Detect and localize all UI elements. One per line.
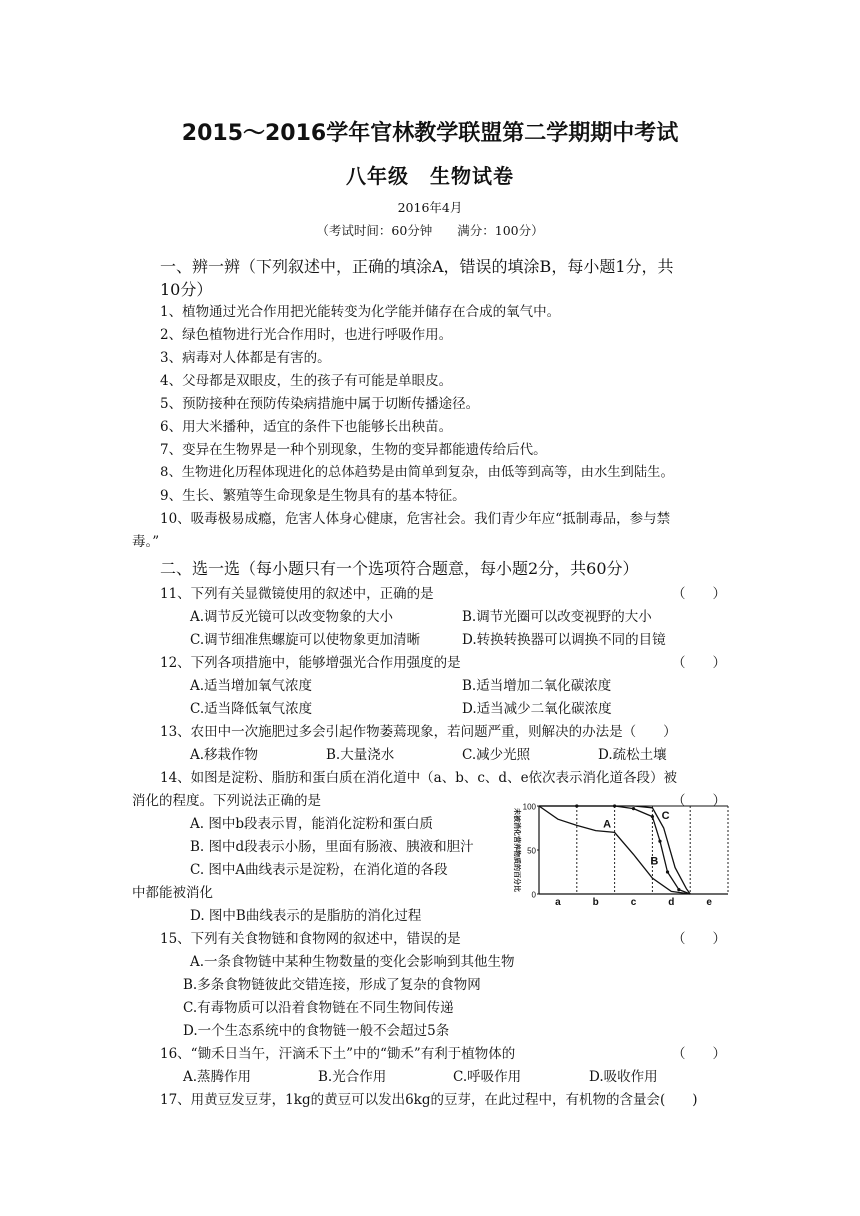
option: D. 图中B曲线表示的是脂肪的消化过程: [190, 908, 422, 924]
question-stem: 12、下列各项措施中，能够增强光合作用强度的是: [160, 655, 461, 671]
question-stem: 15、下列有关食物链和食物网的叙述中，错误的是: [160, 931, 461, 947]
series-label-C: C: [661, 809, 670, 822]
section2-heading: 二、选一选（每小题只有一个选项符合题意，每小题2分，共60分）: [160, 559, 639, 578]
x-category-label: a: [555, 897, 561, 908]
y-axis-label: 未被消化营养物质的百分比: [513, 808, 520, 892]
question-stem: 11、下列有关显微镜使用的叙述中，正确的是: [160, 586, 434, 602]
option: B.大量浇水: [326, 747, 395, 763]
judge-item: 2、绿色植物进行光合作用时，也进行呼吸作用。: [160, 327, 453, 343]
judge-item: 10、吸毒极易成瘾，危害人体身心健康，危害社会。我们青少年应“抵制毒品，参与禁: [160, 511, 671, 527]
answer-paren: （ ）: [672, 931, 726, 947]
y-tick-label: 50: [527, 846, 536, 856]
judge-item: 4、父母都是双眼皮，生的孩子有可能是单眼皮。: [160, 373, 453, 389]
series-point-C: [666, 870, 669, 873]
exam-info: （考试时间：60分钟 满分：100分）: [316, 223, 544, 238]
series-point-C: [613, 804, 616, 807]
option: C. 图中A曲线表示是淀粉，在消化道的各段: [190, 862, 448, 878]
option: B.适当增加二氧化碳浓度: [462, 678, 612, 694]
digestion-chart: [506, 798, 734, 910]
judge-item: 3、病毒对人体都是有害的。: [160, 350, 331, 366]
option: A.适当增加氧气浓度: [190, 678, 313, 694]
option: D.一个生态系统中的食物链一般不会超过5条: [183, 1023, 450, 1039]
option-cont: 中都能被消化: [132, 885, 213, 901]
option: B. 图中d段表示小肠，里面有肠液、胰液和胆汁: [190, 839, 474, 855]
option: A.蒸腾作用: [183, 1069, 252, 1085]
question-stem-cont: 消化的程度。下列说法正确的是: [132, 793, 321, 809]
judge-item: 7、变异在生物界是一种个别现象，生物的变异都能遗传给后代。: [160, 442, 547, 458]
option: A.移栽作物: [190, 747, 259, 763]
y-tick-label: 0: [531, 890, 536, 900]
x-category-label: b: [592, 897, 599, 908]
page-subtitle: 八年级 生物试卷: [346, 164, 514, 188]
series-label-A: A: [603, 818, 612, 831]
answer-paren: （ ）: [672, 1046, 726, 1062]
x-category-label: c: [630, 897, 637, 908]
series-point-C: [575, 804, 578, 807]
option: D.疏松土壤: [598, 747, 667, 763]
series-point-C: [658, 840, 661, 843]
series-point-C: [632, 807, 635, 810]
judge-item-cont: 毒。”: [132, 534, 160, 550]
judge-item: 6、用大米播种，适宜的条件下也能够长出秧苗。: [160, 419, 453, 435]
question-stem: 13、农田中一次施肥过多会引起作物萎蔫现象，若问题严重，则解决的办法是（ ）: [160, 724, 677, 740]
option: C.呼吸作用: [453, 1069, 522, 1085]
option: C.有毒物质可以沿着食物链在不同生物间传递: [183, 1000, 454, 1016]
x-category-label: e: [706, 897, 712, 908]
judge-item: 1、植物通过光合作用把光能转变为化学能并储存在合成的氧气中。: [160, 304, 561, 320]
y-tick-label: 100: [522, 802, 536, 812]
section1-heading-cont: 10分）: [160, 280, 213, 299]
x-category-label: d: [668, 897, 675, 908]
answer-paren: （ ）: [672, 793, 726, 809]
answer-paren: （ ）: [672, 655, 726, 671]
option: C.适当降低氧气浓度: [190, 701, 313, 717]
judge-item: 5、预防接种在预防传染病措施中属于切断传播途径。: [160, 396, 480, 412]
series-label-B: B: [650, 855, 659, 868]
option: C.减少光照: [462, 747, 531, 763]
judge-item: 9、生长、繁殖等生命现象是生物具有的基本特征。: [160, 488, 466, 504]
option: D.吸收作用: [589, 1069, 658, 1085]
option: B.多条食物链彼此交错连接，形成了复杂的食物网: [183, 977, 481, 993]
option: A.调节反光镜可以改变物象的大小: [190, 609, 394, 625]
option: A.一条食物链中某种生物数量的变化会影响到其他生物: [190, 954, 515, 970]
exam-date: 2016年4月: [397, 200, 463, 215]
option: D.适当减少二氧化碳浓度: [462, 701, 612, 717]
option: A. 图中b段表示胃，能消化淀粉和蛋白质: [190, 816, 433, 832]
answer-paren: （ ）: [672, 586, 726, 602]
option: D.转换转换器可以调换不同的目镜: [462, 632, 666, 648]
option: B.调节光圈可以改变视野的大小: [462, 609, 652, 625]
option: B.光合作用: [318, 1069, 387, 1085]
series-point-C: [677, 888, 680, 891]
question-stem: 17、用黄豆发豆芽，1kg的黄豆可以发出6kg的豆芽，在此过程中，有机物的含量会( ): [160, 1092, 698, 1108]
section1-heading: 一、辨一辨（下列叙述中，正确的填涂A，错误的填涂B，每小题1分，共: [160, 257, 674, 276]
judge-item: 8、生物进化历程体现进化的总体趋势是由简单到复杂，由低等到高等，由水生到陆生。: [160, 465, 674, 480]
option: C.调节细准焦螺旋可以使物象更加清晰: [190, 632, 421, 648]
question-stem: 16、“锄禾日当午，汗滴禾下土”中的“锄禾”有利于植物体的: [160, 1046, 516, 1062]
question-stem: 14、如图是淀粉、脂肪和蛋白质在消化道中（a、b、c、d、e依次表示消化道各段）被: [160, 770, 678, 786]
series-point-C: [651, 815, 654, 818]
page-title: 2015～2016学年官林教学联盟第二学期期中考试: [181, 121, 679, 146]
